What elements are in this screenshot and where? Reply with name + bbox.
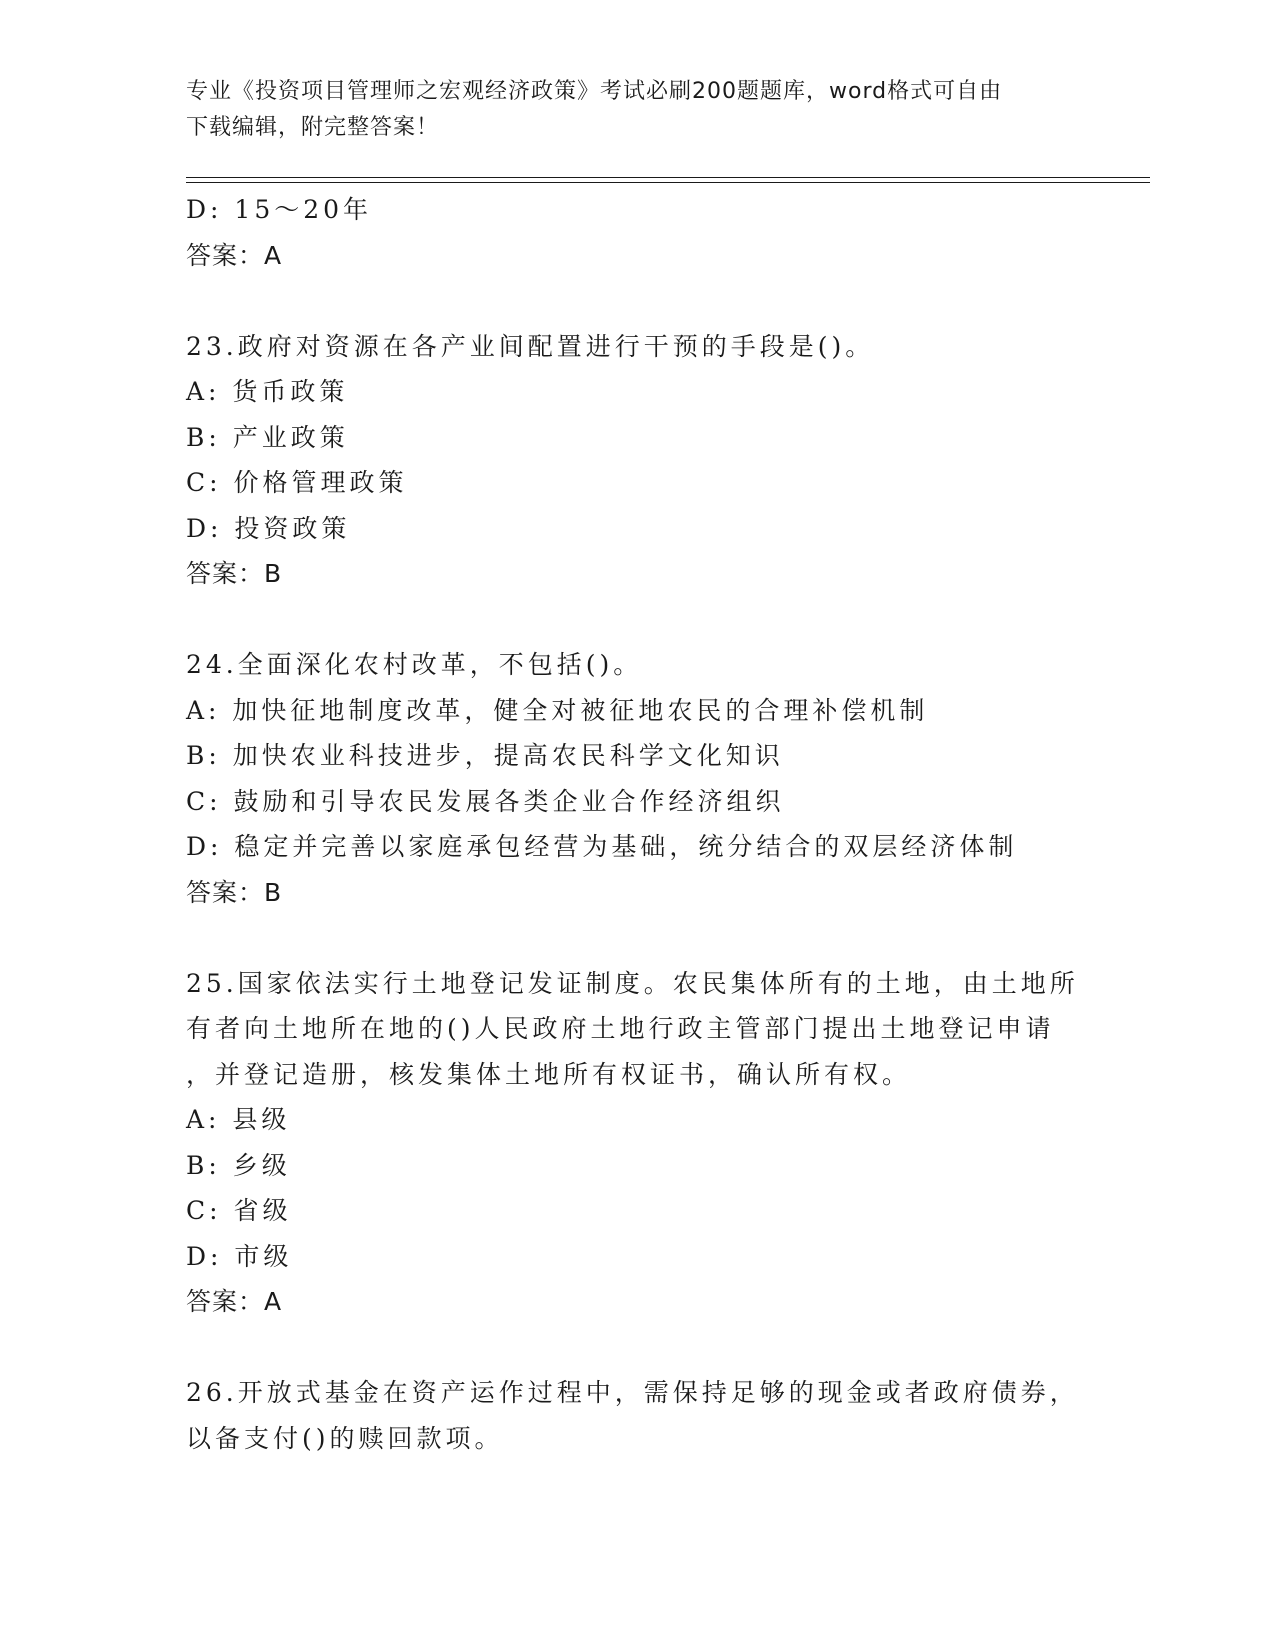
option-d: D: 投资政策 [186,513,351,543]
header-line: 下载编辑，附完整答案！ [186,115,440,140]
spacer [186,915,1086,961]
question-text: 26.开放式基金在资产运作过程中，需保持足够的现金或者政府债券， [186,1378,1079,1407]
question-block [186,1370,1086,1461]
answer-line: 答案：B [186,877,283,907]
header-rule-top [186,177,1150,178]
question-text: 有者向土地所在地的()人民政府土地行政主管部门提出土地登记申请 [186,1014,1055,1043]
spacer [186,278,1086,324]
option-a: A: 货币政策 [186,377,349,406]
answer-line: 答案：A [186,240,283,270]
spacer [186,597,1086,643]
document-body [186,187,1086,1461]
option-d: D: 15～20年 [186,195,373,224]
option-b: B: 产业政策 [186,422,349,452]
option-b: B: 乡级 [186,1150,291,1180]
answer-line: 答案：A [186,1287,283,1316]
question-text: 25.国家依法实行土地登记发证制度。农民集体所有的土地，由土地所 [186,968,1079,998]
header-line: 专业《投资项目管理师之宏观经济政策》考试必刷200题题库，word格式可自由 [186,79,1003,104]
option-a: A: 加快征地制度改革，健全对被征地农民的合理补偿机制 [186,695,929,725]
option-d: D: 市级 [186,1241,293,1271]
option-b: B: 加快农业科技进步，提高农民科学文化知识 [186,741,784,770]
option-c: C: 鼓励和引导农民发展各类企业合作经济组织 [186,786,785,816]
option-c: C: 价格管理政策 [186,468,408,497]
document-header [186,74,1066,146]
option-c: C: 省级 [186,1196,292,1225]
question-block [186,961,1086,1325]
question-text: 以备支付()的赎回款项。 [186,1423,504,1453]
answer-line: 答案：B [186,559,283,588]
question-text: 23.政府对资源在各产业间配置进行干预的手段是()。 [186,331,875,361]
option-a: A: 县级 [186,1105,291,1134]
question-text: 24.全面深化农村改革，不包括()。 [186,650,643,679]
option-d: D: 稳定并完善以家庭承包经营为基础，统分结合的双层经济体制 [186,832,1018,861]
spacer [186,1325,1086,1371]
question-block [186,642,1086,915]
question-block [186,324,1086,597]
question-text: ，并登记造册，核发集体土地所有权证书，确认所有权。 [186,1059,912,1089]
header-rule-bottom [186,182,1150,183]
